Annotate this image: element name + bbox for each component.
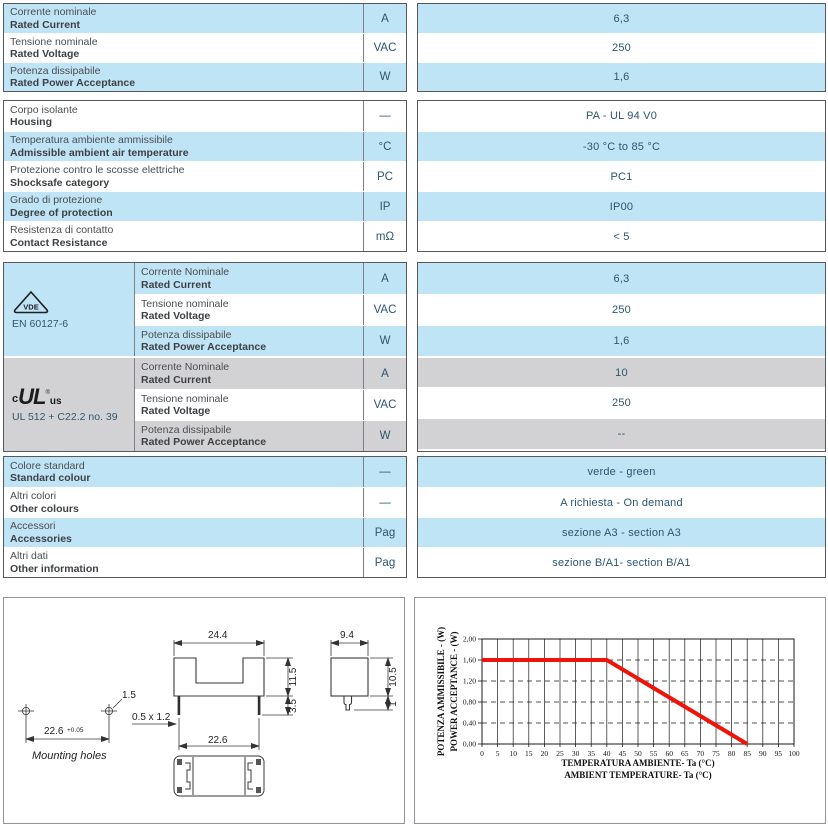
construction-labels-box (3, 100, 407, 252)
unit-cell: A (363, 263, 406, 294)
vde-cert-cell (4, 263, 135, 356)
unit-cell: IP (363, 192, 406, 221)
table-row (4, 487, 406, 517)
mounting-holes-view (18, 699, 122, 743)
chart-ytick-label: 1,20 (462, 676, 476, 686)
vde-approval-group (4, 263, 406, 356)
value-cell: A richiesta - On demand (418, 487, 825, 517)
label-italian: Altri dati (10, 550, 48, 562)
chart-xtick-label: 85 (743, 749, 751, 758)
value-cell: 6,3 (418, 263, 825, 294)
label-english: Rated Current (10, 18, 81, 31)
unit-cell: W (363, 326, 406, 356)
table-row (135, 420, 406, 451)
pin-length-dim: 3.5 (288, 699, 299, 713)
chart-ytick-label: 2,00 (462, 634, 476, 644)
front-height-dim: 11.5 (288, 667, 299, 687)
side-width-dim: 9.4 (340, 630, 354, 641)
label-english: Rated Power Acceptance (141, 341, 267, 353)
chart-ytick-label: 0,00 (462, 739, 476, 749)
value-cell: PC1 (418, 161, 825, 191)
chart-xtick-label: 60 (665, 749, 673, 758)
label-italian: Tensione nominale (141, 392, 229, 405)
chart-ytick-label: 0,80 (462, 697, 476, 707)
ratings-table (3, 3, 826, 92)
chart-xtick-label: 80 (727, 749, 736, 758)
label-italian: Tensione nominale (10, 35, 98, 48)
value-cell: 6,3 (418, 4, 825, 33)
label-english: Other colours (10, 502, 79, 515)
unit-cell: W (363, 63, 406, 91)
value-cell: -30 °C to 85 °C (418, 131, 825, 161)
chart-xtick-label: 50 (634, 749, 642, 758)
label-english: Contact Resistance (10, 236, 108, 249)
vde-standard-label: EN 60127-6 (12, 318, 69, 330)
value-cell: 250 (418, 294, 825, 325)
table-row (135, 358, 406, 389)
ul-standard-label: UL 512 + C22.2 no. 39 (12, 411, 118, 423)
side-view-dims (331, 640, 393, 710)
chart-ylabel-italian: POTENZA AMMISSIBILE - (W) (436, 626, 446, 757)
dimensional-drawing (4, 598, 404, 823)
unit-cell: VAC (363, 390, 406, 420)
unit-cell: VAC (363, 34, 406, 62)
mounting-holes-label: Mounting holes (32, 750, 107, 762)
value-cell: verde - green (418, 457, 825, 487)
options-table (3, 456, 826, 578)
front-width-dim: 24.4 (208, 630, 228, 641)
bottom-view (174, 756, 264, 796)
label-english: Other information (10, 562, 99, 575)
side-height-dim: 10.5 (388, 667, 399, 687)
front-view-dims (132, 640, 293, 750)
value-cell: sezione A3 - section A3 (418, 517, 825, 547)
unit-cell: — (363, 101, 406, 131)
pin-spacing-dim: 22.6 (208, 735, 228, 746)
label-italian: Protezione contro le scosse elettriche (10, 164, 185, 176)
ul-cert-cell (4, 358, 135, 451)
table-row (4, 517, 406, 547)
chart-xtick-label: 45 (618, 749, 627, 758)
vde-logo-icon (12, 289, 50, 315)
table-row (4, 161, 406, 191)
label-english: Admissible ambient air temperature (10, 146, 189, 159)
hole-diameter-dim: 1.5 (122, 690, 136, 701)
label-italian: Accessori (10, 520, 56, 532)
label-italian: Resistenza di contatto (10, 224, 114, 236)
unit-cell: VAC (363, 295, 406, 325)
label-italian: Colore standard (10, 459, 85, 472)
table-row (135, 263, 406, 294)
chart-xtick-label: 100 (788, 749, 800, 758)
table-row (135, 294, 406, 325)
construction-table (3, 100, 826, 252)
svg-text:VDE: VDE (23, 302, 39, 312)
table-row (4, 457, 406, 487)
table-row (4, 547, 406, 577)
unit-cell: Pag (363, 518, 406, 547)
unit-cell: A (363, 4, 406, 33)
options-labels-box (3, 456, 407, 578)
unit-cell: Pag (363, 548, 406, 577)
options-values-box (417, 456, 826, 578)
table-row (4, 191, 406, 221)
unit-cell: — (363, 488, 406, 517)
label-english: Standard colour (10, 472, 91, 484)
dimensional-drawing-panel (3, 597, 405, 824)
side-view (331, 658, 368, 710)
derating-chart-panel (414, 597, 826, 824)
label-italian: Corrente Nominale (141, 361, 230, 373)
chart-xtick-label: 40 (603, 749, 611, 758)
label-italian: Altri colori (10, 490, 57, 502)
unit-cell: mΩ (363, 222, 406, 251)
ratings-labels-box (3, 3, 407, 92)
value-cell: 10 (418, 356, 825, 387)
chart-xtick-label: 55 (649, 749, 658, 758)
label-english: Housing (10, 116, 52, 128)
label-italian: Corpo isolante (10, 103, 78, 116)
chart-xtick-label: 70 (696, 749, 705, 758)
approvals-table (3, 262, 826, 452)
unit-cell: A (363, 358, 406, 389)
derating-chart (415, 598, 825, 823)
value-cell: -- (418, 418, 825, 449)
side-pin-dim: 1 (388, 701, 399, 707)
table-row (4, 62, 406, 91)
value-cell: 1,6 (418, 62, 825, 91)
chart-xlabel-english: AMBIENT TEMPERATURE- Ta (°C) (564, 770, 712, 780)
chart-ylabel-english: POWER ACCEPTANCE - (W) (449, 631, 459, 752)
table-row (135, 389, 406, 420)
mounting-tolerance-dim: +0.05 (67, 727, 84, 734)
table-row (4, 101, 406, 131)
table-row (4, 4, 406, 33)
chart-xtick-label: 0 (480, 749, 484, 758)
chart-xtick-label: 75 (712, 749, 720, 758)
label-italian: Tensione nominale (141, 297, 229, 310)
label-italian: Temperatura ambiente ammissibile (10, 134, 173, 146)
chart-xtick-label: 30 (571, 749, 580, 758)
table-row (4, 33, 406, 62)
label-english: Rated Power Acceptance (10, 77, 136, 89)
label-italian: Corrente nominale (10, 6, 97, 18)
value-cell: sezione B/A1- section B/A1 (418, 547, 825, 577)
mounting-spacing-dim: 22.6 (44, 726, 64, 737)
label-english: Degree of protection (10, 206, 113, 219)
label-english: Rated Current (141, 373, 212, 386)
label-english: Rated Voltage (141, 310, 211, 322)
unit-cell: — (363, 457, 406, 487)
chart-ytick-label: 1,60 (462, 655, 476, 665)
chart-xtick-label: 95 (774, 749, 783, 758)
chart-xtick-label: 65 (681, 749, 689, 758)
chart-xtick-label: 90 (759, 749, 767, 758)
chart-ytick-label: 0,40 (462, 718, 476, 728)
chart-xtick-label: 10 (509, 749, 517, 758)
table-row (4, 221, 406, 251)
unit-cell: W (363, 421, 406, 451)
front-view (174, 658, 264, 696)
value-cell: 250 (418, 387, 825, 418)
label-english: Rated Power Acceptance (141, 436, 267, 448)
chart-xtick-label: 15 (525, 749, 533, 758)
label-english: Rated Voltage (10, 48, 80, 60)
chart-xlabel-italian: TEMPERATURA AMBIENTE- Ta (°C) (561, 758, 715, 768)
label-italian: Grado di protezione (10, 194, 103, 206)
approvals-labels-box (3, 262, 407, 452)
ratings-values-box (417, 3, 826, 92)
value-cell: 250 (418, 33, 825, 62)
chart-xtick-label: 35 (587, 749, 595, 758)
unit-cell: °C (363, 132, 406, 161)
chart-xtick-label: 25 (556, 749, 564, 758)
chart-xtick-label: 20 (540, 749, 549, 758)
table-row (4, 131, 406, 161)
construction-values-box (417, 100, 826, 252)
label-italian: Potenza dissipabile (141, 423, 232, 436)
label-english: Shocksafe category (10, 176, 110, 189)
label-english: Rated Current (141, 278, 212, 291)
chart-xtick-label: 5 (495, 749, 500, 758)
label-italian: Potenza dissipabile (141, 328, 232, 341)
ul-approval-group (4, 356, 406, 451)
value-cell: IP00 (418, 191, 825, 221)
label-italian: Corrente Nominale (141, 266, 230, 278)
label-italian: Potenza dissipabile (10, 64, 101, 77)
value-cell: 1,6 (418, 325, 825, 356)
unit-cell: PC (363, 162, 406, 191)
approvals-values-box (417, 262, 826, 452)
pin-section-dim: 0.5 x 1.2 (132, 712, 171, 723)
value-cell: < 5 (418, 221, 825, 251)
label-english: Rated Voltage (141, 405, 211, 417)
value-cell: PA - UL 94 V0 (418, 101, 825, 131)
table-row (135, 325, 406, 356)
label-english: Accessories (10, 532, 72, 545)
cULus-logo-icon: c UL ® us (12, 384, 62, 409)
